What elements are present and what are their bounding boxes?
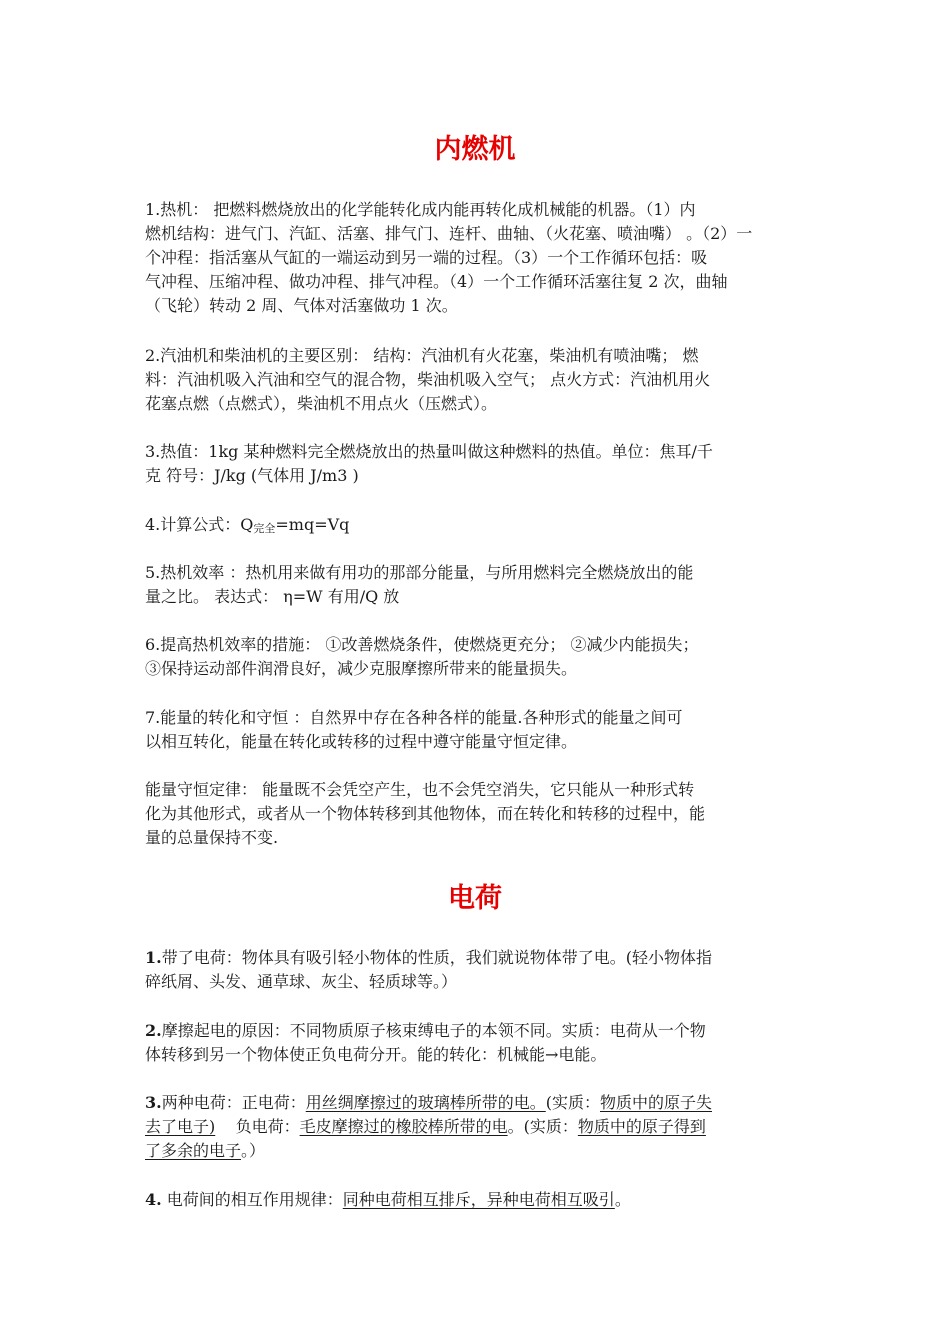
text-segment: (实质：	[545, 1093, 600, 1112]
underlined-text: 同种电荷相互排斥，异种电荷相互吸引	[342, 1190, 615, 1209]
formula-subscript: 完全	[253, 522, 276, 535]
text-line: 5.热机效率 ：热机用来做有用功的那部分能量，与所用燃料完全燃烧放出的能	[145, 563, 694, 582]
text-line: 化为其他形式，或者从一个物体转移到其他物体，而在转化和转移的过程中，能	[145, 804, 706, 823]
text-line: 料：汽油机吸入汽油和空气的混合物，柴油机吸入空气； 点火方式：汽油机用火	[145, 370, 711, 389]
formula-line	[145, 513, 810, 541]
item-number: 3.	[145, 1093, 162, 1112]
text-line	[145, 1188, 810, 1212]
underlined-text: 用丝绸摩擦过的玻璃棒所带的电。	[305, 1093, 546, 1112]
section-title-internal-combustion-engine: 内燃机	[434, 134, 516, 165]
paragraph-gasoline-vs-diesel	[145, 344, 810, 416]
paragraph-improve-efficiency	[145, 633, 810, 681]
underlined-text: 去了电子)	[145, 1117, 216, 1136]
section-title-electric-charge: 电荷	[448, 883, 502, 914]
underlined-text: 物质中的原子失	[599, 1093, 712, 1112]
text-line: 个冲程：指活塞从气缸的一端运动到另一端的过程。（3）一个工作循环包括：吸	[145, 248, 708, 267]
text-line: 能量守恒定律： 能量既不会凭空产生，也不会凭空消失，它只能从一种形式转	[145, 780, 695, 799]
text-segment: 。(实质：	[507, 1117, 578, 1136]
text-line: 3.热值：1kg 某种燃料完全燃烧放出的热量叫做这种燃料的热值。单位：焦耳/千	[145, 442, 713, 461]
text-line: 克 符号：J/kg (气体用 J/m3 )	[145, 466, 359, 485]
text-segment: 。）	[241, 1141, 266, 1160]
paragraph-friction-charging	[145, 1019, 810, 1067]
text-line: 气冲程、压缩冲程、做功冲程、排气冲程。（4）一个工作循环活塞往复 2 次，曲轴	[145, 272, 728, 291]
text-line: 花塞点燃（点燃式），柴油机不用点火（压燃式）。	[145, 394, 498, 413]
text-segment: 负电荷：	[215, 1117, 300, 1136]
text-line: 体转移到另一个物体使正负电荷分开。能的转化：机械能→电能。	[145, 1045, 607, 1064]
text-line: ③保持运动部件润滑良好，减少克服摩擦所带来的能量损失。	[145, 659, 578, 678]
underlined-text: 了多余的电子	[145, 1141, 242, 1160]
item-number: 4.	[145, 1190, 162, 1209]
item-number: 1.	[145, 948, 162, 967]
paragraph-charge-interaction-rule	[145, 1188, 810, 1212]
paragraph-heat-engine	[145, 198, 810, 318]
text-segment: 摩擦起电的原因：不同物质原子核束缚电子的本领不同。实质：电荷从一个物	[161, 1021, 706, 1040]
text-line	[145, 1091, 810, 1115]
text-line: 燃机结构：进气门、汽缸、活塞、排气门、连杆、曲轴、（火花塞、喷油嘴） 。（2）一	[145, 224, 753, 243]
text-segment: 两种电荷：正电荷：	[161, 1093, 306, 1112]
text-line: 6.提高热机效率的措施： ①改善燃烧条件，使燃烧更充分； ②减少内能损失；	[145, 635, 699, 654]
paragraph-energy-conservation-law	[145, 778, 810, 850]
text-line: 以相互转化，能量在转化或转移的过程中遵守能量守恒定律。	[145, 732, 578, 751]
text-line: 7.能量的转化和守恒 ：自然界中存在各种各样的能量.各种形式的能量之间可	[145, 708, 683, 727]
text-segment: 。	[614, 1190, 631, 1209]
paragraph-two-kinds-of-charge	[145, 1091, 810, 1163]
paragraph-energy-conversion	[145, 706, 810, 754]
text-line: 1.热机： 把燃料燃烧放出的化学能转化成内能再转化成机械能的机器。（1）内	[145, 200, 696, 219]
formula-suffix: =mq=Vq	[275, 515, 350, 534]
text-line: （飞轮）转动 2 周、气体对活塞做功 1 次。	[145, 296, 458, 315]
paragraph-heat-engine-efficiency	[145, 561, 810, 609]
text-line	[145, 1139, 810, 1163]
underlined-text: 毛皮摩擦过的橡胶棒所带的电	[299, 1117, 508, 1136]
paragraph-charged	[145, 946, 810, 994]
text-line: 量之比。 表达式： η=W 有用/Q 放	[145, 587, 400, 606]
text-line	[145, 1115, 810, 1139]
paragraph-formula	[145, 513, 810, 541]
text-line: 量的总量保持不变.	[145, 828, 279, 847]
text-segment: 电荷间的相互作用规律：	[161, 1190, 343, 1209]
text-line	[145, 1019, 810, 1043]
item-number: 2.	[145, 1021, 162, 1040]
formula-prefix: 4.计算公式：Q	[145, 515, 254, 534]
text-segment: 带了电荷：物体具有吸引轻小物体的性质，我们就说物体带了电。(轻小物体指	[161, 948, 712, 967]
text-line: 2.汽油机和柴油机的主要区别： 结构：汽油机有火花塞，柴油机有喷油嘴； 燃	[145, 346, 699, 365]
paragraph-heat-value	[145, 440, 810, 488]
text-line	[145, 946, 810, 970]
underlined-text: 物质中的原子得到	[577, 1117, 706, 1136]
text-line: 碎纸屑、头发、通草球、灰尘、轻质球等。）	[145, 972, 458, 991]
